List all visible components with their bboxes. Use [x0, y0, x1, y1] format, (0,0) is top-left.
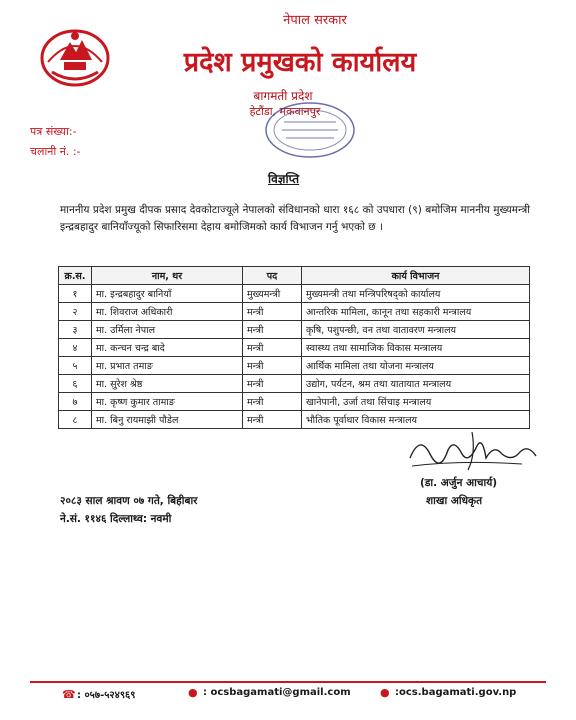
footer-phone [62, 687, 135, 701]
cell-name: मा. बिनु रायमाझी पौडेल [92, 411, 243, 429]
website-address[interactable]: :ocs.bagamati.gov.np [395, 687, 517, 698]
header-portfolio: कार्य विभाजन [302, 267, 530, 285]
cell-serial: ५ [59, 357, 92, 375]
cell-name: मा. शिवराज अधिकारी [92, 303, 243, 321]
city-label: हेटौंडा, मकवानपुर [249, 105, 321, 118]
footer-email[interactable] [188, 687, 351, 698]
cell-portfolio: खानेपानी, उर्जा तथा सिंचाइ मन्त्रालय [302, 393, 530, 411]
office-title: प्रदेश प्रमुखको कार्यालय [183, 47, 417, 78]
cell-post: मन्त्री [243, 375, 302, 393]
cell-post: मन्त्री [243, 357, 302, 375]
office-stamp [262, 100, 358, 160]
notice-body: माननीय प्रदेश प्रमुख दीपक प्रसाद देवकोटाज्यूले नेपालको संविधानको धारा १६८ को उपधारा (९) बमोजिम माननीय मुख्यमन्त्री इन्द्रबहादुर बानियाँज्यूको सिफारिसमा देहाय बमोजिमको कार्य विभाजन गर्नु भएको छ । [60, 204, 530, 233]
cell-name: मा. उर्मिला नेपाल [92, 321, 243, 339]
nepal-emblem-logo [38, 22, 112, 88]
footer-website[interactable] [380, 687, 516, 698]
cell-post: मन्त्री [243, 393, 302, 411]
cell-post: मुख्यमन्त्री [243, 285, 302, 303]
government-label: नेपाल सरकार [283, 13, 347, 28]
header-post: पद [243, 267, 302, 285]
cell-portfolio: स्वास्थ्य तथा सामाजिक विकास मन्त्रालय [302, 339, 530, 357]
letter-number-label: पत्र संख्या:- [30, 125, 77, 138]
header-serial: क्र.स. [59, 267, 92, 285]
cell-portfolio: कृषि, पशुपन्छी, वन तथा वातावरण मन्त्रालय [302, 321, 530, 339]
cell-serial: ८ [59, 411, 92, 429]
cell-serial: १ [59, 285, 92, 303]
cell-serial: ६ [59, 375, 92, 393]
notice-title: विज्ञप्ति [268, 172, 300, 186]
cell-name: मा. कन्चन चन्द्र बादे [92, 339, 243, 357]
cell-serial: ७ [59, 393, 92, 411]
table-header-row [59, 267, 530, 285]
signatory-name: (डा. अर्जुन आचार्य) [420, 477, 498, 489]
email-address[interactable]: : ocsbagamati@gmail.com [203, 687, 351, 698]
website-icon: ● [380, 686, 390, 699]
cell-post: मन्त्री [243, 303, 302, 321]
dispatch-number-label: चलानी नं. :- [30, 145, 81, 158]
table-row [59, 303, 530, 321]
province-label: बागमती प्रदेश [253, 89, 313, 103]
table-row [59, 375, 530, 393]
cell-post: मन्त्री [243, 411, 302, 429]
date-bikram-sambat: २०८३ साल श्रावण ०७ गते, बिहीबार [60, 495, 198, 507]
header-name: नाम, थर [92, 267, 243, 285]
table-row [59, 339, 530, 357]
footer-divider [30, 681, 546, 683]
date-nepal-sambat: ने.सं. ११४६ दिल्लाथ्व: नवमी [60, 513, 172, 525]
cell-serial: ४ [59, 339, 92, 357]
cell-post: मन्त्री [243, 339, 302, 357]
cell-post: मन्त्री [243, 321, 302, 339]
cell-portfolio: भौतिक पूर्वाधार विकास मन्त्रालय [302, 411, 530, 429]
cell-portfolio: उद्योग, पर्यटन, श्रम तथा यातायात मन्त्रालय [302, 375, 530, 393]
phone-number: : ०५७-५२४९६९ [77, 690, 136, 701]
table-row [59, 285, 530, 303]
cell-name: मा. कृष्ण कुमार तामाङ [92, 393, 243, 411]
cell-name: मा. सुरेश श्रेष्ठ [92, 375, 243, 393]
email-icon: ● [188, 686, 198, 699]
signatory-post: शाखा अधिकृत [426, 495, 483, 507]
portfolio-table [58, 266, 530, 429]
cell-name: मा. प्रभात तमाङ [92, 357, 243, 375]
table-row [59, 393, 530, 411]
table-row [59, 357, 530, 375]
handwritten-signature [402, 424, 552, 476]
table-row [59, 321, 530, 339]
cell-portfolio: आर्थिक मामिला तथा योजना मन्त्रालय [302, 357, 530, 375]
cell-name: मा. इन्द्रबहादुर बानियाँ [92, 285, 243, 303]
phone-icon: ☎ [62, 687, 76, 701]
cell-portfolio: मुख्यमन्त्री तथा मन्त्रिपरिषद्को कार्यालय [302, 285, 530, 303]
cell-portfolio: आन्तरिक मामिला, कानून तथा सहकारी मन्त्रालय [302, 303, 530, 321]
cell-serial: २ [59, 303, 92, 321]
cell-serial: ३ [59, 321, 92, 339]
